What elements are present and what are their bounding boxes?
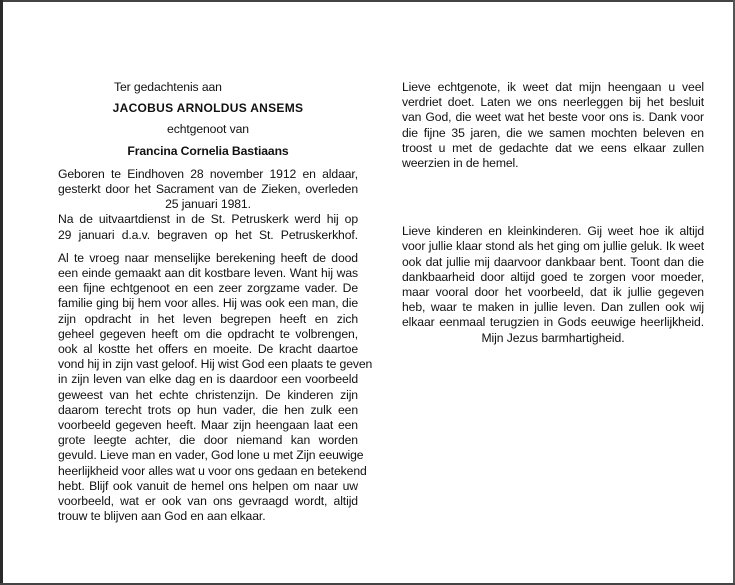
tribute-line: trouw te blijven aan God en aan elkaar.	[58, 509, 266, 524]
in-memory-heading: Ter gedachtenis aan	[114, 80, 222, 94]
tribute-line: zijn opdracht in het leven begrepen heeft en zich	[58, 311, 358, 326]
bio-line: Na de uitvaartdienst in de St. Petruskerk werd hij op	[58, 212, 358, 227]
tribute-line: vond hij in zijn vast geloof. Hij wist God een plaats te geven	[58, 357, 373, 372]
tribute-line: voorbeeld gegeven heeft. Maar zijn heengaan laat een	[58, 418, 358, 433]
bio-line: gesterkt door het Sacrament van de Zieken, overleden	[58, 182, 358, 197]
children-line: elkaar eenmaal terugzien in Gods eeuwige heerlijkheid.	[402, 315, 704, 330]
wife-paragraph	[402, 80, 704, 171]
bio-paragraph	[58, 167, 358, 243]
tribute-line: heerlijkheid voor alles wat u voor ons gedaan en betekend	[58, 463, 367, 478]
tribute-line: een fijne echtgenoot en een zeer zorgzame vader. De	[58, 281, 358, 296]
tribute-line: daarom terecht trots op hun vader, die hen zulk een	[58, 402, 358, 417]
tribute-line: een einde gemaakt aan dit kostbare leven. Want hij was	[58, 266, 358, 281]
tribute-line: in zijn leven van elke dag en is daardoor een voorbeeld	[58, 372, 358, 387]
wife-line: troost u met de gedachte dat we eens elkaar zullen	[402, 140, 704, 155]
children-line: dankbaarheid door altijd goed te zorgen voor moeder,	[402, 269, 704, 284]
tribute-line: hebt. Blijf ook vanuit de hemel ons helpen om naar uw	[58, 478, 358, 493]
deceased-name: JACOBUS ARNOLDUS ANSEMS	[112, 101, 304, 116]
left-column	[58, 80, 373, 524]
tribute-line: geweest van het echte christenzijn. De kinderen zijn	[58, 387, 358, 402]
children-line: maar vooral door het voorbeeld, dat ik jullie gegeven	[402, 285, 704, 300]
tribute-line: Al te vroeg naar menselijke berekening heeft de dood	[58, 250, 358, 265]
tribute-paragraph	[58, 250, 373, 525]
children-line: ook dat jullie mij daarvoor dankbaar bent. Toont dan die	[402, 254, 704, 269]
tribute-line: grote leegte achter, die door niemand kan worden	[58, 433, 358, 448]
card-border-left	[0, 0, 3, 585]
children-line: heb, waar te maken in jullie leven. Dan zullen ook wij	[402, 300, 704, 315]
wife-line: van God, die weet wat het beste voor ons is. Dank voor	[402, 110, 704, 125]
bio-line: 29 januari d.a.v. begraven op het St. Petruskerkhof.	[58, 227, 358, 242]
card-border-top	[0, 0, 735, 2]
closing-prayer: Mijn Jezus barmhartigheid.	[481, 330, 625, 345]
children-line: Lieve kinderen en kleinkinderen. Gij weet hoe ik altijd	[402, 224, 704, 239]
wife-line: die fijne 35 jaren, die we samen mochten beleven en	[402, 125, 704, 140]
bio-line: Geboren te Eindhoven 28 november 1912 en aldaar,	[58, 166, 358, 181]
wife-line: Lieve echtgenote, ik weet dat mijn heengaan u veel	[402, 80, 704, 94]
spouse-of-label: echtgenoot van	[167, 122, 249, 137]
children-paragraph	[402, 224, 704, 346]
spouse-name: Francina Cornelia Bastiaans	[127, 143, 289, 158]
wife-line: weerzien in de hemel.	[402, 156, 519, 171]
right-column	[402, 80, 704, 346]
wife-line: verdriet doet. Laten we ons neerleggen bij het besluit	[402, 95, 704, 110]
children-line: voor jullie klaar stond als het ging om jullie geluk. Ik weet	[402, 239, 704, 254]
bio-line: 25 januari 1981.	[165, 197, 251, 212]
tribute-line: voorbeeld, wat er ook van ons gevraagd wordt, altijd	[58, 494, 358, 509]
tribute-line: ook al kostte het offers en moeite. De kracht daartoe	[58, 342, 358, 357]
tribute-line: geheel gegeven heeft om die opdracht te volbrengen,	[58, 326, 358, 341]
tribute-line: familie ging bij hem voor alles. Hij was ook een man, die	[58, 296, 358, 311]
tribute-line: gevuld. Lieve man en vader, God lone u met Zijn eeuwige	[58, 448, 364, 463]
